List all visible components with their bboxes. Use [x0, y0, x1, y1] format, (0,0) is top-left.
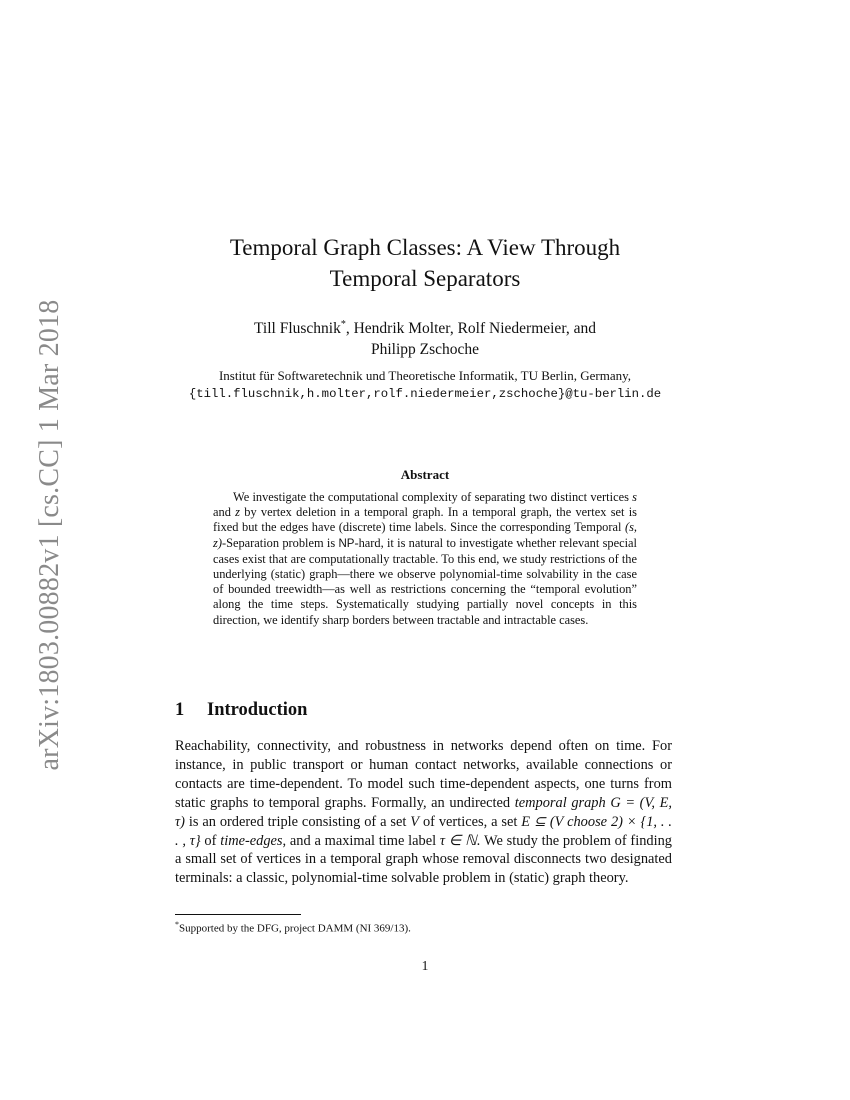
- abstract-segment: -hard, it is natural to investigate whether relevant special cases exist that are computationally tractable. To this end, we study restrictions of the underlying (static) graph—there we observe polynomial-time solvability in the case of bounded treewidth—as well as restrictions concerning the “temporal evolution” along the time steps. Systematically studying partially novel concepts in this direction, we identify sharp borders between tractable and intractable cases.: [213, 535, 637, 627]
- math-expression: τ ∈ ℕ: [439, 832, 477, 849]
- footnote: [175, 918, 675, 936]
- defined-term: time-edges: [220, 832, 283, 849]
- abstract-segment: by vertex deletion in a temporal graph. In a temporal graph, the vertex set is fixed but the edges have (discrete) time labels. Since the corresponding Temporal: [213, 505, 637, 535]
- authors-line-2: Philipp Zschoche: [370, 341, 480, 359]
- intro-paragraph: [175, 737, 672, 888]
- section-title: Introduction: [207, 700, 308, 720]
- defined-term: temporal graph: [514, 794, 606, 811]
- math-pair: (s, z): [213, 520, 637, 550]
- section-heading: [175, 700, 675, 721]
- footnote-marker: *: [175, 920, 179, 929]
- complexity-class: NP: [338, 537, 355, 550]
- math-expression: E ⊆ (V choose 2) × {1, . . . , τ}: [175, 813, 672, 849]
- page-number: 1: [421, 958, 429, 973]
- author-name: Till Fluschnik: [253, 320, 341, 338]
- abstract-text: [213, 490, 637, 628]
- abstract-heading: Abstract: [400, 467, 450, 482]
- author-list: [175, 314, 675, 360]
- intro-segment: is an ordered triple consisting of a set: [184, 813, 411, 830]
- section-number: 1: [175, 700, 185, 720]
- intro-segment: , and a maximal time label: [282, 832, 440, 849]
- paper-title: [175, 232, 675, 294]
- math-expression: G = (V, E, τ): [175, 794, 672, 830]
- math-expression: V: [410, 813, 420, 830]
- abstract-segment: We investigate the computational complexity of separating two distinct vertices: [233, 490, 633, 504]
- affiliation-institute: Institut für Softwaretechnik und Theoretische Informatik, TU Berlin, Germany,: [218, 368, 632, 383]
- intro-segment: . We study the problem of finding a small set of vertices in a temporal graph whose removal disconnects two designated terminals: a classic, polynomial-time solvable problem in (static) graph theory.: [175, 832, 672, 887]
- abstract-segment: and: [213, 505, 236, 520]
- intro-segment: Reachability, connectivity, and robustness in networks depend often on time. For instance, in public transport or human contact networks, available connections or contacts are time-dependent. To model such time-dependent aspects, one turns from static graphs to temporal graphs. Formally, an undirected: [175, 738, 672, 811]
- title-line-1: Temporal Graph Classes: A View Through: [229, 235, 621, 260]
- title-line-2: Temporal Separators: [329, 266, 521, 291]
- arxiv-identifier: arXiv:1803.00882v1 [cs.CC] 1 Mar 2018: [34, 299, 65, 771]
- intro-segment: of: [200, 832, 221, 849]
- author-names: , Hendrik Molter, Rolf Niedermeier, and: [345, 320, 596, 338]
- intro-segment: of vertices, a set: [419, 813, 522, 830]
- footnote-marker: *: [340, 319, 346, 330]
- abstract-segment: -Separation problem is: [221, 535, 339, 550]
- authors-line-1: [175, 314, 675, 339]
- footnote-divider: [175, 914, 301, 915]
- math-variable-z: z: [235, 505, 240, 520]
- author-emails: {till.fluschnik,h.molter,rolf.niedermeier,zschoche}@tu-berlin.de: [188, 387, 662, 401]
- footnote-text: Supported by the DFG, project DAMM (NI 369/13).: [179, 922, 411, 935]
- math-variable-s: s: [632, 490, 637, 504]
- affiliation-block: [160, 367, 690, 403]
